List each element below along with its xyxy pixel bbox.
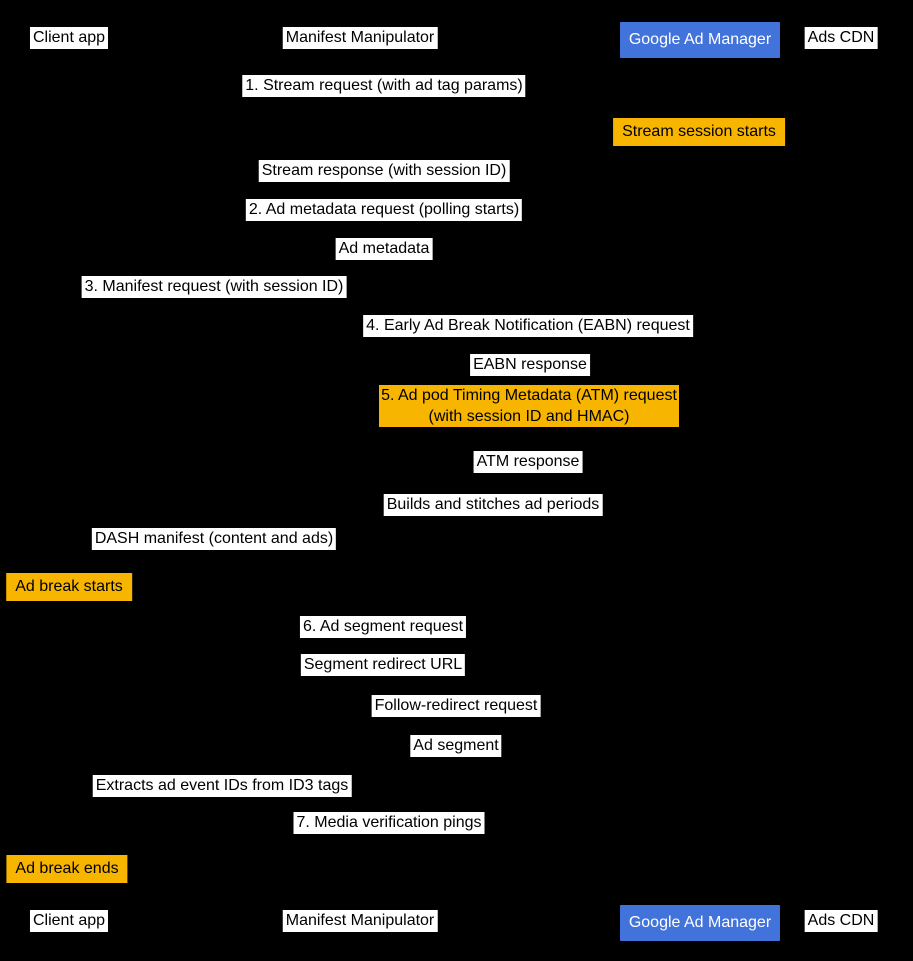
- message-builds-and-stitches: Builds and stitches ad periods: [384, 494, 603, 516]
- message-ad-metadata: Ad metadata: [336, 238, 433, 260]
- message-follow-redirect-request: Follow-redirect request: [372, 695, 541, 717]
- message-ad-segment-request: 6. Ad segment request: [300, 616, 466, 638]
- actor-client-app-bottom: Client app: [30, 910, 108, 932]
- note-atm-request: [379, 385, 679, 427]
- message-atm-response: ATM response: [474, 451, 583, 473]
- message-eabn-request: 4. Early Ad Break Notification (EABN) request: [363, 315, 693, 337]
- note-atm-request-line2: (with session ID and HMAC): [428, 408, 630, 425]
- message-extracts-id3: Extracts ad event IDs from ID3 tags: [93, 775, 352, 797]
- message-ad-metadata-request: 2. Ad metadata request (polling starts): [246, 199, 522, 221]
- message-media-verification-pings: 7. Media verification pings: [294, 812, 485, 834]
- actor-ads-cdn-top: Ads CDN: [805, 27, 878, 49]
- actor-manifest-manipulator-top: Manifest Manipulator: [283, 27, 438, 49]
- note-stream-session-starts: Stream session starts: [613, 118, 785, 146]
- note-ad-break-ends: Ad break ends: [6, 855, 127, 883]
- actor-manifest-manipulator-bottom: Manifest Manipulator: [283, 910, 438, 932]
- message-stream-request: 1. Stream request (with ad tag params): [242, 75, 525, 97]
- actor-ads-cdn-bottom: Ads CDN: [805, 910, 878, 932]
- actor-client-app-top: Client app: [30, 27, 108, 49]
- actor-google-ad-manager-top: Google Ad Manager: [620, 22, 780, 58]
- note-ad-break-starts: Ad break starts: [6, 573, 132, 601]
- actor-google-ad-manager-bottom: Google Ad Manager: [620, 905, 780, 941]
- message-ad-segment: Ad segment: [410, 735, 501, 757]
- message-eabn-response: EABN response: [470, 354, 590, 376]
- message-manifest-request: 3. Manifest request (with session ID): [82, 276, 347, 298]
- note-atm-request-line1: 5. Ad pod Timing Metadata (ATM) request: [381, 387, 677, 404]
- message-stream-response: Stream response (with session ID): [259, 160, 510, 182]
- message-segment-redirect-url: Segment redirect URL: [301, 654, 465, 676]
- message-dash-manifest: DASH manifest (content and ads): [92, 528, 336, 550]
